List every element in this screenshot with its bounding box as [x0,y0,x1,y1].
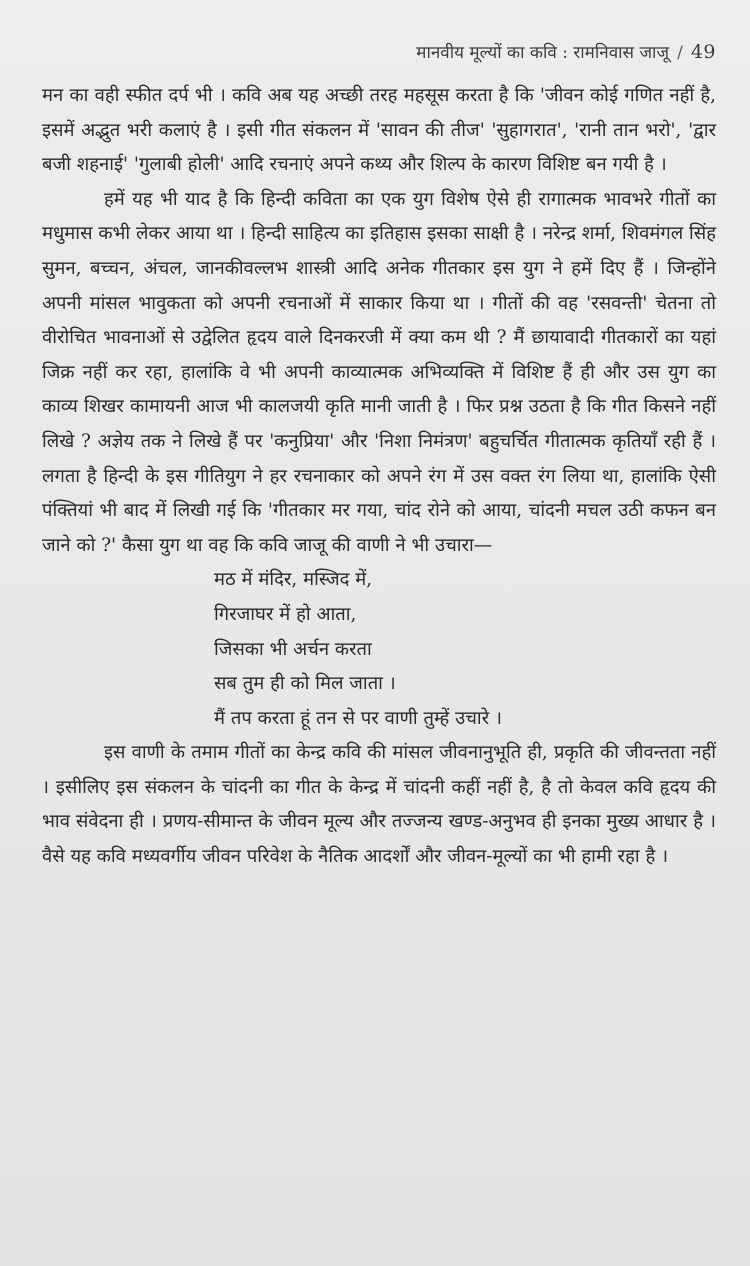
header-separator: / [677,43,683,63]
paragraph-2: हमें यह भी याद है कि हिन्दी कविता का एक युग विशेष ऐसे ही रागात्मक भावभरे गीतों का मधुमास कभी लेकर आया था । हिन्दी साहित्य का इतिहास इसका साक्षी है । नरेन्द्र शर्मा, शिवमंगल सिंह सुमन, बच्चन, अंचल, जानकीवल्लभ शास्त्री आदि अनेक गीतकार इस युग ने हमें दिए हैं । जिन्होंने अपनी मांसल भावुकता को अपनी रचनाओं में साकार किया था । गीतों की वह 'रसवन्ती' चेतना तो वीरोचित भावनाओं से उद्वेलित हृदय वाले दिनकरजी में क्या कम थी ? मैं छायावादी गीतकारों का यहां जिक्र नहीं कर रहा, हालांकि वे भी अपनी काव्यात्मक अभिव्यक्ति में विशिष्ट हैं ही और उस युग का काव्य शिखर कामायनी आज भी कालजयी कृति मानी जाती है । फिर प्रश्न उठता है कि गीत किसने नहीं लिखे ? अज्ञेय तक ने लिखे हैं पर 'कनुप्रिया' और 'निशा निमंत्रण' बहुचर्चित गीतात्मक कृतियाँ रही हैं । लगता है हिन्दी के इस गीतियुग ने हर रचनाकार को अपने रंग में उस वक्त रंग लिया था, हालांकि ऐसी पंक्तियां भी बाद में लिखी गई कि 'गीतकार मर गया, चांद रोने को आया, चांदनी मचल उठी कफन बन जाने को ?' कैसा युग था वह कि कवि जाजू की वाणी ने भी उचारा— [42,188,716,556]
poem-line-1: मठ में मंदिर, मस्जिद में, [214,569,373,591]
poem-line-5: मैं तप करता हूं तन से पर वाणी तुम्हें उचारे । [214,707,502,729]
paragraph-1: मन का वही स्फीत दर्प भी । कवि अब यह अच्छी तरह महसूस करता है कि 'जीवन कोई गणित नहीं है, इसमें अद्भुत भरी कलाएं है । इसी गीत संकलन में 'सावन की तीज' 'सुहागरात', 'रानी तान भरो', 'द्वार बजी शहनाई' 'गुलाबी होली' आदि रचनाएं अपने कथ्य और शिल्प के कारण विशिष्ट बन गयी है । [42,85,716,176]
poem-line-2: गिरजाघर में हो आता, [214,603,357,625]
page-number: 49 [690,41,716,63]
paragraph-3: इस वाणी के तमाम गीतों का केन्द्र कवि की मांसल जीवनानुभूति ही, प्रकृति की जीवन्तता नहीं । इसीलिए इस संकलन के चांदनी का गीत के केन्द्र में चांदनी कहीं नहीं है, है तो केवल कवि हृदय की भाव संवेदना ही । प्रणय-सीमान्त के जीवन मूल्य और तज्जन्य खण्ड-अनुभव ही इनका मुख्य आधार है । वैसे यह कवि मध्यवर्गीय जीवन परिवेश के नैतिक आदर्शों और जीवन-मूल्यों का भी हामी रहा है । [42,742,716,868]
running-title: मानवीय मूल्यों का कवि : रामनिवास जाजू [416,43,670,63]
running-header [42,40,716,63]
poem-line-4: सब तुम ही को मिल जाता । [214,673,396,695]
poem-line-3: जिसका भी अर्चन करता [214,638,372,660]
poem-block [42,563,716,736]
